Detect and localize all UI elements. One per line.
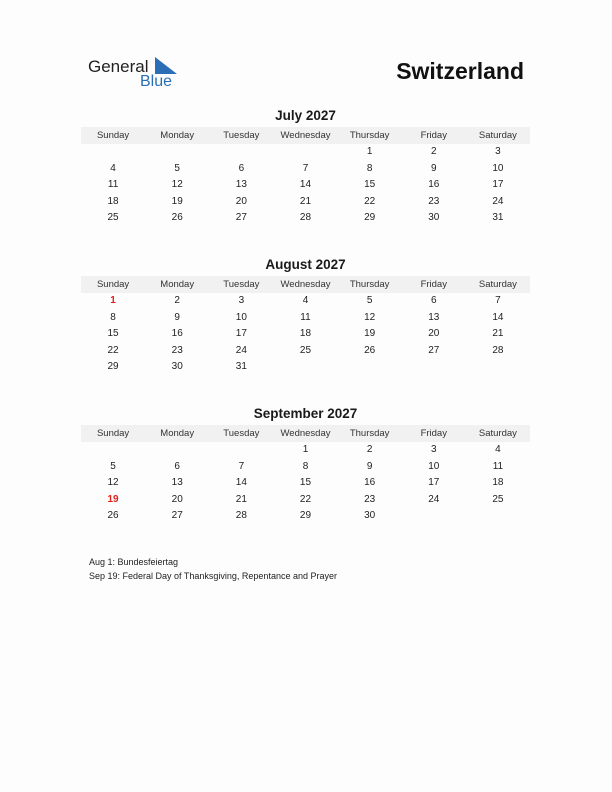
day-cell: 14 <box>235 477 247 489</box>
day-cell: 30 <box>171 361 183 373</box>
weekday-header-row <box>81 276 530 293</box>
logo-flag-icon <box>155 57 177 74</box>
holiday-note: Aug 1: Bundesfeiertag <box>89 557 179 567</box>
week-row <box>81 144 530 161</box>
week-row <box>81 475 530 492</box>
day-cell: 21 <box>235 493 247 505</box>
day-cell: 14 <box>492 311 504 323</box>
day-cell: 26 <box>171 212 183 224</box>
day-cell <box>145 144 209 161</box>
day-cell: 13 <box>428 311 440 323</box>
day-cell <box>338 359 402 376</box>
day-cell: 2 <box>430 146 437 157</box>
day-cell: 17 <box>492 179 504 191</box>
weekday-label: Sunday <box>96 279 130 290</box>
weekday-label: Friday <box>420 428 447 439</box>
day-cell: 27 <box>235 212 247 224</box>
day-cell <box>273 144 337 161</box>
day-cell: 10 <box>235 311 247 323</box>
day-cell: 8 <box>110 311 116 323</box>
day-cell: 11 <box>107 179 119 191</box>
day-cell: 18 <box>299 328 312 340</box>
week-row <box>81 459 530 476</box>
day-cell: 17 <box>428 477 440 489</box>
weekday-label: Saturday <box>478 428 517 439</box>
week-row <box>81 210 530 227</box>
day-cell: 31 <box>492 212 504 224</box>
day-cell: 21 <box>299 195 312 207</box>
holiday-note: Sep 19: Federal Day of Thanksgiving, Repentance and Prayer <box>89 570 337 581</box>
weekday-label: Monday <box>160 428 195 439</box>
generalblue-logo <box>88 57 188 93</box>
day-cell: 29 <box>364 212 376 224</box>
month-title: September 2027 <box>253 406 358 421</box>
weekday-label: Friday <box>420 279 447 290</box>
day-cell <box>466 359 530 376</box>
day-cell: 15 <box>299 477 312 489</box>
day-cell: 18 <box>492 477 504 489</box>
day-cell: 16 <box>171 328 183 340</box>
weekday-label: Wednesday <box>280 279 331 290</box>
day-cell: 27 <box>171 510 183 522</box>
day-cell: 20 <box>428 328 440 340</box>
weekday-label: Monday <box>160 130 195 141</box>
day-cell: 7 <box>495 295 501 306</box>
weekday-label: Friday <box>420 130 447 141</box>
weekday-label: Wednesday <box>280 130 331 141</box>
day-cell: 23 <box>171 344 183 356</box>
day-cell: 1 <box>302 444 309 455</box>
week-row <box>81 161 530 178</box>
day-cell: 5 <box>366 295 373 306</box>
week-row <box>81 177 530 194</box>
weekday-label: Saturday <box>478 130 517 141</box>
day-cell: 25 <box>299 344 312 356</box>
country-title: Switzerland <box>396 58 524 84</box>
weekday-label: Tuesday <box>223 279 260 290</box>
day-cell: 3 <box>430 444 437 455</box>
day-cell: 21 <box>492 328 504 340</box>
day-cell: 23 <box>428 195 440 207</box>
week-row <box>81 310 530 327</box>
day-cell: 26 <box>107 510 119 522</box>
day-cell <box>402 508 466 525</box>
day-cell: 9 <box>366 460 373 472</box>
day-cell: 13 <box>235 179 247 191</box>
day-cell: 11 <box>300 311 311 323</box>
day-cell <box>145 442 209 459</box>
day-cell: 22 <box>299 493 312 505</box>
day-cell: 8 <box>302 460 309 472</box>
day-cell: 7 <box>302 162 309 174</box>
day-cell: 4 <box>110 162 116 174</box>
month-calendar <box>81 107 530 227</box>
month-calendar <box>81 405 530 525</box>
day-cell: 29 <box>299 510 312 522</box>
day-cell: 3 <box>495 146 501 157</box>
day-cell <box>466 508 530 525</box>
weekday-label: Wednesday <box>280 428 331 439</box>
day-cell: 11 <box>492 460 504 472</box>
month-calendar <box>81 256 530 376</box>
day-cell: 30 <box>428 212 440 224</box>
weekday-label: Thursday <box>349 428 390 439</box>
day-cell: 25 <box>107 212 119 224</box>
week-row <box>81 492 530 509</box>
weekday-label: Tuesday <box>223 428 260 439</box>
day-cell: 15 <box>107 328 119 340</box>
day-cell: 9 <box>430 162 437 174</box>
day-cell <box>402 359 466 376</box>
day-cell: 23 <box>364 493 376 505</box>
day-cell: 28 <box>235 510 247 522</box>
weekday-label: Tuesday <box>223 130 260 141</box>
day-cell: 16 <box>428 179 440 191</box>
day-cell: 4 <box>495 444 501 455</box>
day-cell: 6 <box>430 295 437 306</box>
day-cell: 29 <box>107 361 119 373</box>
day-cell: 19 <box>171 195 183 207</box>
day-cell: 4 <box>302 295 309 306</box>
day-cell: 24 <box>428 493 440 505</box>
day-cell: 25 <box>492 493 504 505</box>
day-cell: 26 <box>364 344 376 356</box>
day-cell: 9 <box>174 311 180 323</box>
day-cell: 6 <box>238 162 245 174</box>
week-row <box>81 359 530 376</box>
day-cell: 12 <box>107 477 119 489</box>
day-cell: 15 <box>364 179 376 191</box>
day-cell: 5 <box>110 460 116 472</box>
day-cell <box>81 442 145 459</box>
day-cell: 7 <box>238 460 245 472</box>
weekday-label: Sunday <box>96 428 130 439</box>
holiday-notes <box>89 556 349 583</box>
day-cell: 3 <box>238 295 245 306</box>
weekday-header-row <box>81 127 530 144</box>
day-cell: 14 <box>299 179 312 191</box>
logo-general-text: General <box>88 57 149 76</box>
day-cell: 12 <box>364 311 376 323</box>
day-cell <box>209 144 273 161</box>
day-cell: 30 <box>364 510 376 522</box>
holiday-day-cell: 19 <box>107 493 119 505</box>
day-cell: 17 <box>235 328 247 340</box>
day-cell: 28 <box>492 344 504 356</box>
week-row <box>81 326 530 343</box>
day-cell: 6 <box>174 460 180 472</box>
day-cell: 16 <box>364 477 376 489</box>
day-cell: 2 <box>174 295 180 306</box>
day-cell: 10 <box>428 460 440 472</box>
day-cell: 19 <box>364 328 376 340</box>
week-row <box>81 343 530 360</box>
day-cell: 20 <box>235 195 247 207</box>
day-cell: 12 <box>171 179 183 191</box>
day-cell: 24 <box>235 344 247 356</box>
week-row <box>81 194 530 211</box>
day-cell: 24 <box>492 195 504 207</box>
day-cell <box>273 359 337 376</box>
day-cell: 22 <box>364 195 376 207</box>
weekday-label: Monday <box>160 279 195 290</box>
weekday-label: Sunday <box>96 130 130 141</box>
day-cell: 10 <box>492 162 504 174</box>
month-title: July 2027 <box>275 108 336 123</box>
weekday-label: Thursday <box>349 130 390 141</box>
day-cell: 27 <box>428 344 440 356</box>
day-cell: 18 <box>107 195 119 207</box>
day-cell: 2 <box>366 444 373 455</box>
week-row <box>81 442 530 459</box>
day-cell: 5 <box>174 162 180 174</box>
week-row <box>81 293 530 310</box>
day-cell: 8 <box>366 162 373 174</box>
day-cell: 20 <box>171 493 183 505</box>
week-row <box>81 508 530 525</box>
day-cell: 28 <box>299 212 312 224</box>
day-cell <box>209 442 273 459</box>
day-cell: 22 <box>107 344 119 356</box>
day-cell: 1 <box>366 146 373 157</box>
weekday-header-row <box>81 425 530 442</box>
day-cell: 31 <box>235 361 247 373</box>
logo-blue-text: Blue <box>140 73 173 90</box>
day-cell: 13 <box>171 477 183 489</box>
month-title: August 2027 <box>265 257 346 272</box>
weekday-label: Thursday <box>349 279 390 290</box>
weekday-label: Saturday <box>478 279 517 290</box>
day-cell <box>81 144 145 161</box>
holiday-day-cell: 1 <box>110 295 116 306</box>
